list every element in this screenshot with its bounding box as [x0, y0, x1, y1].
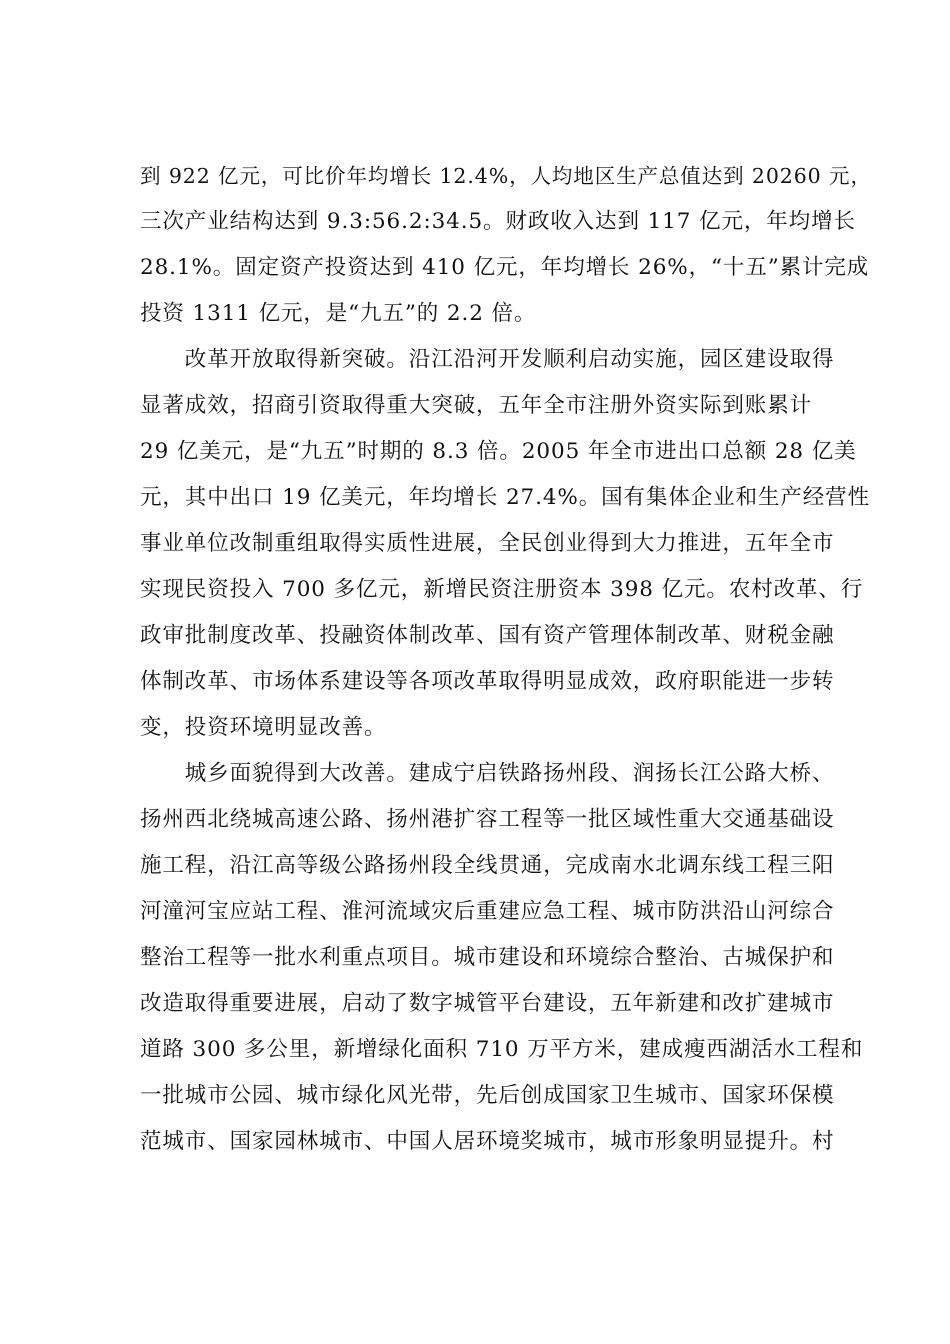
text-line: 显著成效，招商引资取得重大突破，五年全市注册外资实际到账累计: [140, 393, 813, 418]
text-line: 到 922 亿元，可比价年均增长 12.4%，人均地区生产总值达到 20260 元，: [140, 164, 872, 188]
text-line: 改造取得重要进展，启动了数字城管平台建设，五年新建和改扩建城市: [140, 991, 835, 1016]
text-line: 范城市、国家园林城市、中国人居环境奖城市，城市形象明显提升。村: [140, 1129, 835, 1154]
text-line: 28.1%。固定资产投资达到 410 亿元，年均增长 26%，“十五”累计完成: [140, 255, 870, 280]
paragraph-reform: [140, 337, 885, 751]
text-line: 政审批制度改革、投融资体制改革、国有资产管理体制改革、财税金融: [140, 623, 835, 648]
text-line: 城乡面貌得到大改善。建成宁启铁路扬州段、润扬长江公路大桥、: [140, 761, 835, 786]
text-line: 29 亿美元，是“九五”时期的 8.3 倍。2005 年全市进出口总额 28 亿美: [140, 439, 857, 464]
document-body: [140, 153, 885, 1165]
text-line: 元，其中出口 19 亿美元，年均增长 27.4%。国有集体企业和生产经营性: [140, 485, 870, 510]
text-line: 事业单位改制重组取得实质性进展，全民创业得到大力推进，五年全市: [140, 531, 835, 556]
text-line: 改革开放取得新突破。沿江沿河开发顺利启动实施，园区建设取得: [140, 347, 835, 372]
text-line: 变，投资环境明显改善。: [140, 715, 387, 740]
text-line: 道路 300 多公里，新增绿化面积 710 万平方米，建成瘦西湖活水工程和: [140, 1037, 864, 1062]
paragraph-urban-rural: [140, 751, 885, 1165]
text-line: 三次产业结构达到 9.3:56.2:34.5。财政收入达到 117 亿元，年均增长: [140, 209, 856, 234]
text-line: 体制改革、市场体系建设等各项改革取得明显成效，政府职能进一步转: [140, 669, 835, 694]
paragraph-economy: [140, 153, 885, 337]
text-line: 实现民资投入 700 多亿元，新增民资注册资本 398 亿元。农村改革、行: [140, 577, 864, 602]
text-line: 扬州西北绕城高速公路、扬州港扩容工程等一批区域性重大交通基础设: [140, 807, 835, 832]
text-line: 河潼河宝应站工程、淮河流域灾后重建应急工程、城市防洪沿山河综合: [140, 899, 835, 924]
text-line: 整治工程等一批水利重点项目。城市建设和环境综合整治、古城保护和: [140, 945, 835, 970]
text-line: 投资 1311 亿元，是“九五”的 2.2 倍。: [140, 301, 537, 326]
text-line: 施工程，沿江高等级公路扬州段全线贯通，完成南水北调东线工程三阳: [140, 853, 835, 878]
text-line: 一批城市公园、城市绿化风光带，先后创成国家卫生城市、国家环保模: [140, 1083, 835, 1108]
